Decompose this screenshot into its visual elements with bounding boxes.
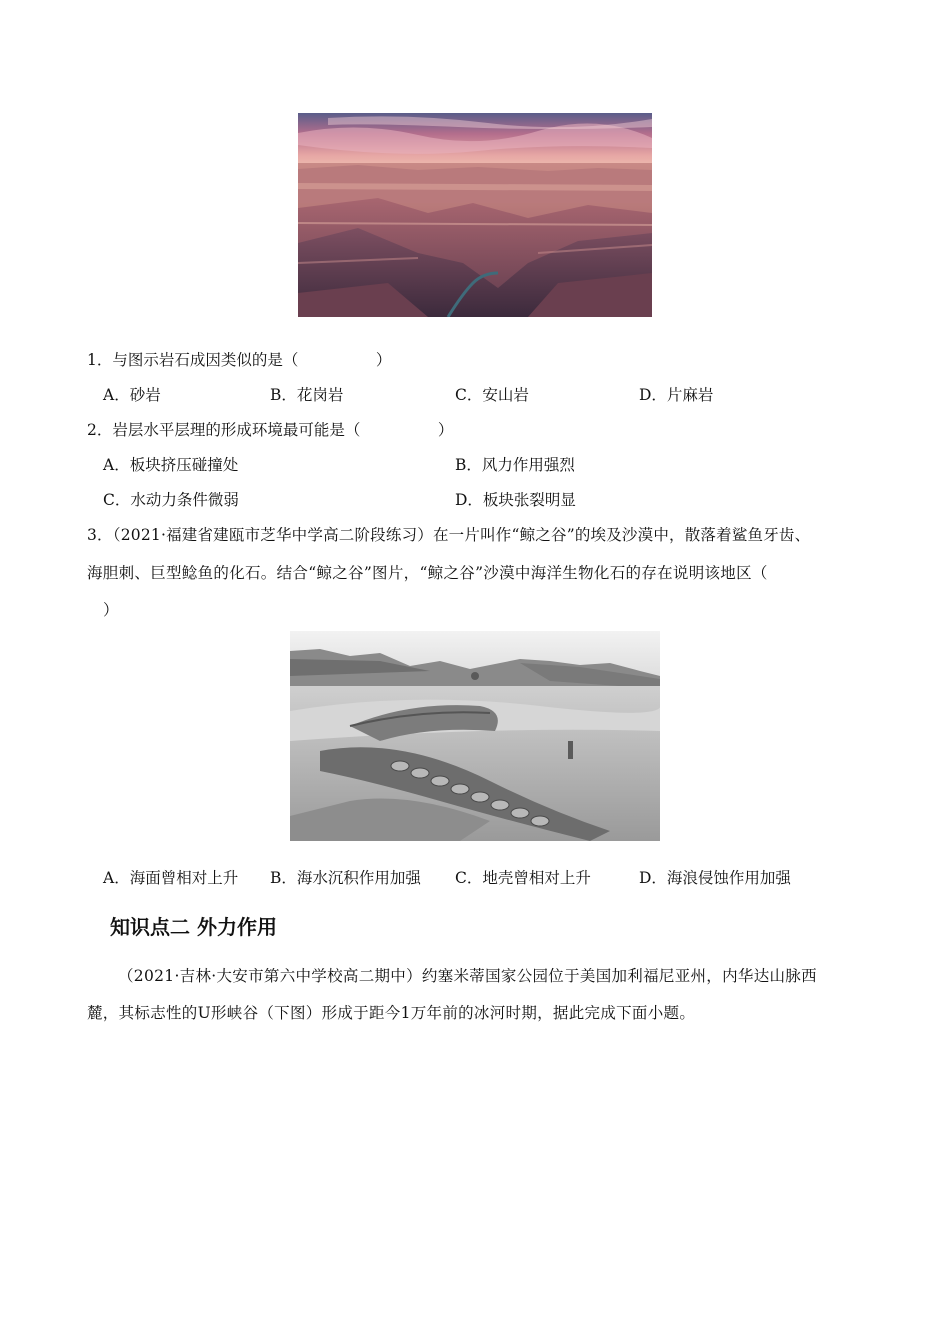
whale-valley-photo bbox=[290, 631, 660, 841]
q2-option-b[interactable]: B．风力作用强烈 bbox=[455, 456, 575, 474]
q2-option-c[interactable]: C．水动力条件微弱 bbox=[103, 491, 239, 509]
canyon-photo bbox=[298, 113, 652, 317]
whale-valley-icon bbox=[290, 631, 660, 841]
q1-option-c[interactable]: C．安山岩 bbox=[455, 386, 529, 404]
q3-stem-line1: 3．（2021·福建省建瓯市芝华中学高二阶段练习）在一片叫作“鲸之谷”的埃及沙漠中，散落着鲨鱼牙齿、 bbox=[87, 526, 811, 544]
section-heading: 知识点二 外力作用 bbox=[110, 915, 277, 939]
canyon-icon bbox=[298, 113, 652, 317]
q3-option-a[interactable]: A．海面曾相对上升 bbox=[103, 869, 239, 887]
q2-option-d[interactable]: D．板块张裂明显 bbox=[455, 491, 576, 509]
passage-line2: 麓，其标志性的U形峡谷（下图）形成于距今1万年前的冰河时期，据此完成下面小题。 bbox=[87, 1004, 696, 1022]
q2-option-a[interactable]: A．板块挤压碰撞处 bbox=[103, 456, 239, 474]
q1-option-d[interactable]: D．片麻岩 bbox=[639, 386, 714, 404]
q3-option-c[interactable]: C．地壳曾相对上升 bbox=[455, 869, 591, 887]
q1-option-b[interactable]: B．花岗岩 bbox=[270, 386, 344, 404]
q3-stem-line3: ） bbox=[103, 601, 119, 619]
q1-option-a[interactable]: A．砂岩 bbox=[103, 386, 161, 404]
q3-option-b[interactable]: B．海水沉积作用加强 bbox=[270, 869, 421, 887]
q1-stem: 1．与图示岩石成因类似的是（ ） bbox=[87, 351, 392, 369]
q2-stem: 2．岩层水平层理的形成环境最可能是（ ） bbox=[87, 421, 454, 439]
q3-option-d[interactable]: D．海浪侵蚀作用加强 bbox=[639, 869, 791, 887]
passage-line1: （2021·吉林·大安市第六中学校高二期中）约塞米蒂国家公园位于美国加利福尼亚州，内华达山脉西 bbox=[118, 967, 817, 985]
q3-stem-line2: 海胆刺、巨型鲶鱼的化石。结合“鲸之谷”图片，“鲸之谷”沙漠中海洋生物化石的存在说明该地区（ bbox=[87, 564, 768, 582]
